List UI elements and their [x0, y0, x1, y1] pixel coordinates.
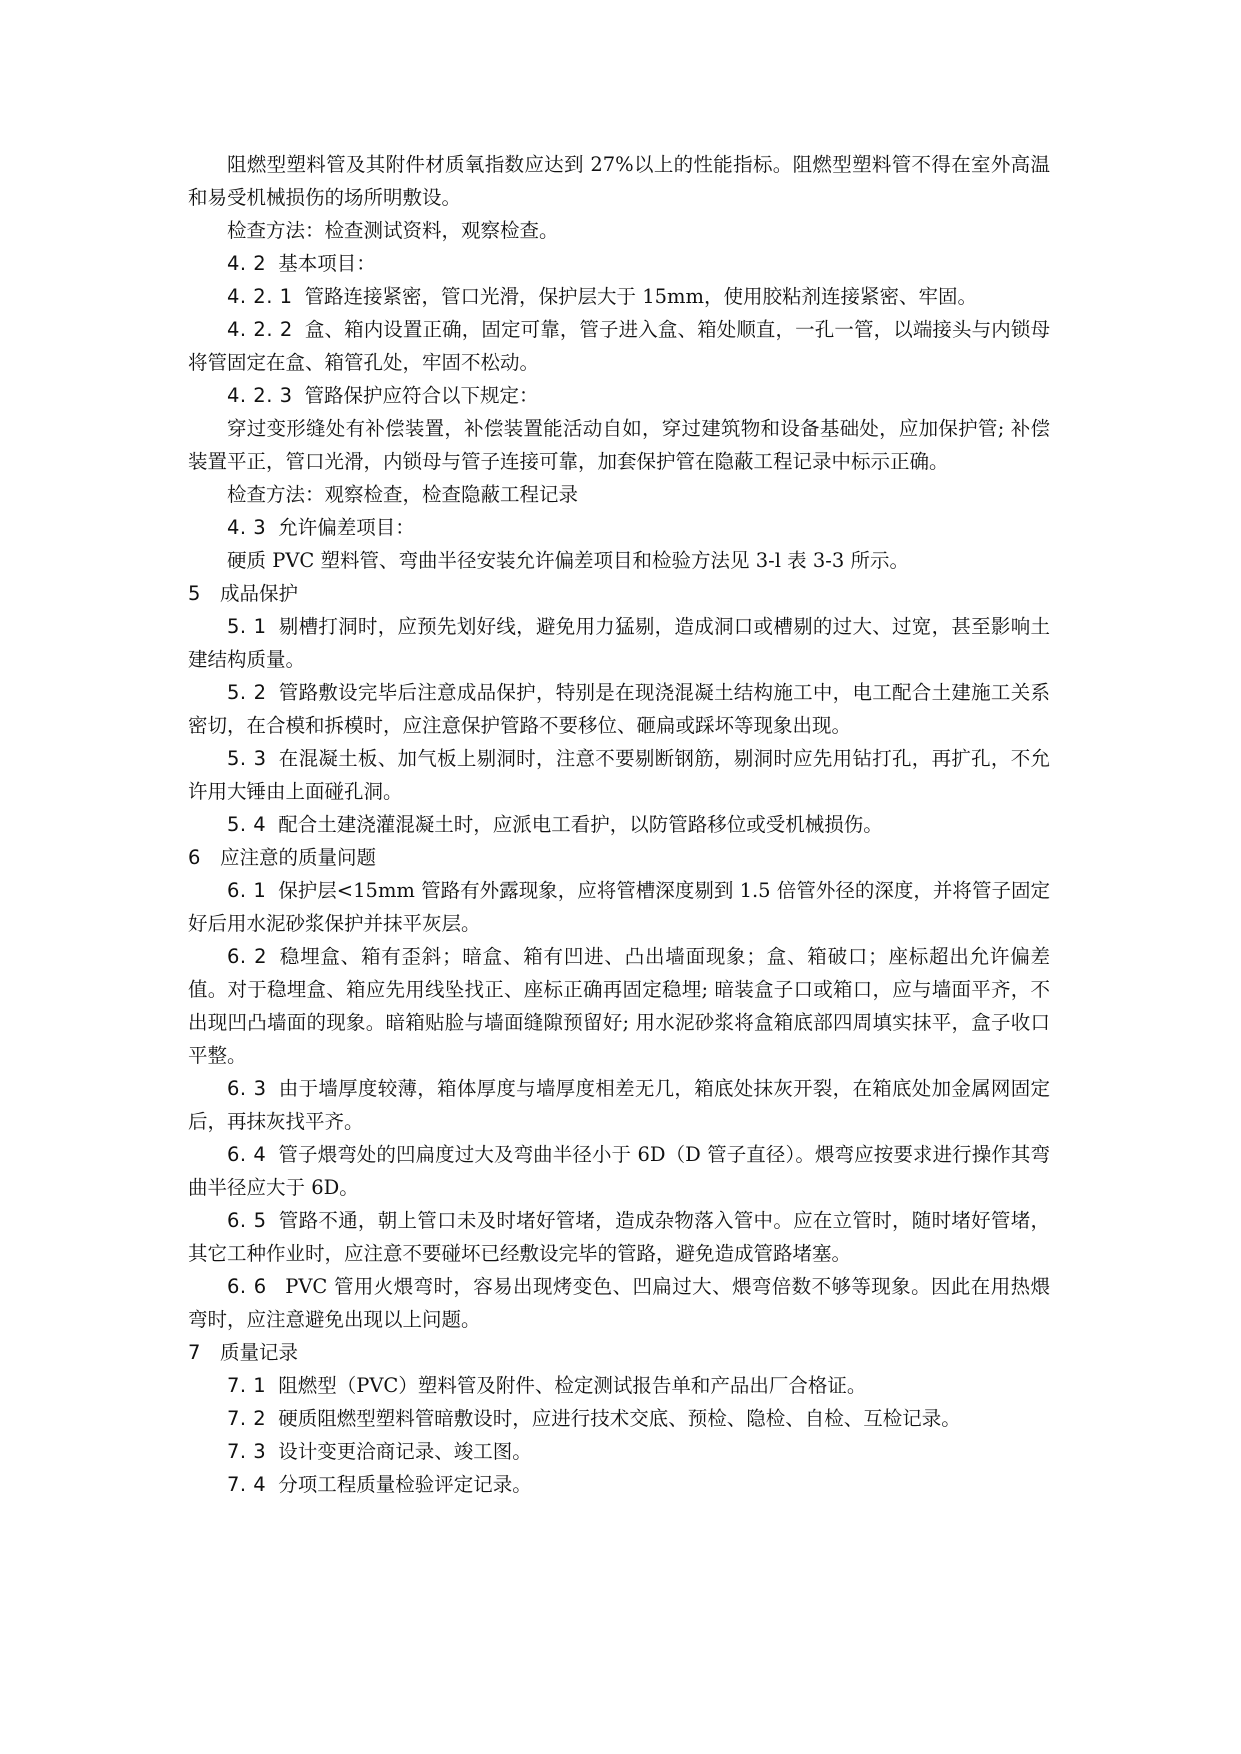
section-number: 7. 4: [227, 1473, 267, 1496]
section-number: 7. 1: [227, 1374, 267, 1397]
paragraph: 6. 5 管路不通，朝上管口未及时堵好管堵，造成杂物落入管中。应在立管时，随时堵好管堵，其它工种作业时，应注意不要碰坏已经敷设完毕的管路，避免造成管路堵塞。: [188, 1209, 1050, 1265]
paragraph: 7. 4 分项工程质量检验评定记录。: [227, 1473, 532, 1496]
section-number: 6. 1: [227, 879, 267, 902]
paragraph: 7. 1 阻燃型（PVC）塑料管及附件、检定测试报告单和产品出厂合格证。: [227, 1374, 867, 1397]
section-heading: 7 质量记录: [188, 1341, 299, 1364]
section-number: 5. 1: [227, 615, 267, 638]
section-number: 4. 2. 2: [227, 318, 293, 341]
section-number: 4. 2. 3: [227, 384, 293, 407]
section-number: 6. 4: [227, 1143, 267, 1166]
paragraph: 5. 2 管路敷设完毕后注意成品保护，特别是在现浇混凝土结构施工中，电工配合土建施工关系密切，在合模和拆模时，应注意保护管路不要移位、砸扁或踩坏等现象出现。: [188, 681, 1050, 737]
section-heading: 6 应注意的质量问题: [188, 846, 377, 869]
section-number: 6. 2: [227, 945, 267, 968]
paragraph: 6. 6 PVC 管用火煨弯时，容易出现烤变色、凹扁过大、煨弯倍数不够等现象。因此在用热煨弯时，应注意避免出现以上问题。: [188, 1275, 1050, 1331]
document-page: [188, 148, 1050, 1501]
section-number: 4. 3: [227, 516, 267, 539]
section-heading: 5 成品保护: [188, 582, 299, 605]
paragraph: 5. 3 在混凝土板、加气板上剔洞时，注意不要剔断钢筋，剔洞时应先用钻打孔，再扩孔，不允许用大锤由上面碰孔洞。: [188, 747, 1050, 803]
section-number: 6. 5: [227, 1209, 267, 1232]
section-number: 6. 6: [227, 1275, 267, 1298]
section-number: 5. 3: [227, 747, 267, 770]
paragraph: 检查方法：观察检查，检查隐蔽工程记录: [227, 483, 579, 506]
paragraph: 5. 1 剔槽打洞时，应预先划好线，避免用力猛剔，造成洞口或槽剔的过大、过宽，甚至影响土建结构质量。: [188, 615, 1050, 671]
paragraph: 6. 1 保护层<15mm 管路有外露现象，应将管槽深度剔到 1.5 倍管外径的深度，并将管子固定好后用水泥砂浆保护并抹平灰层。: [188, 879, 1050, 935]
section-number: 7. 3: [227, 1440, 267, 1463]
paragraph: 硬质 PVC 塑料管、弯曲半径安装允许偏差项目和检验方法见 3-l 表 3-3 所示。: [227, 549, 909, 572]
paragraph: 4. 2 基本项目：: [227, 252, 376, 275]
section-number: 7. 2: [227, 1407, 267, 1430]
paragraph: 4. 2. 1 管路连接紧密，管口光滑，保护层大于 15mm，使用胶粘剂连接紧密、牢固。: [227, 285, 978, 308]
section-number: 5. 2: [227, 681, 267, 704]
paragraph: 4. 2. 3 管路保护应符合以下规定：: [227, 384, 539, 407]
section-number: 5. 4: [227, 813, 267, 836]
paragraph: 6. 2 稳埋盒、箱有歪斜；暗盒、箱有凹进、凸出墙面现象；盒、箱破口；座标超出允许偏差值。对于稳埋盒、箱应先用线坠找正、座标正确再固定稳埋; 暗装盒子口或箱口，应与墙面平齐，不出现凹凸墙面的现象。暗箱贴脸与墙面缝隙预留好; 用水泥砂浆将盒箱底部四周填实抹平，盒子收口平整。: [188, 945, 1050, 1067]
paragraph: 穿过变形缝处有补偿装置，补偿装置能活动自如，穿过建筑物和设备基础处，应加保护管; 补偿装置平正，管口光滑，内锁母与管子连接可靠，加套保护管在隐蔽工程记录中标示正确。: [188, 417, 1050, 473]
paragraph: 阻燃型塑料管及其附件材质氧指数应达到 27%以上的性能指标。阻燃型塑料管不得在室外高温和易受机械损伤的场所明敷设。: [188, 153, 1050, 209]
paragraph: 7. 3 设计变更洽商记录、竣工图。: [227, 1440, 532, 1463]
paragraph: 5. 4 配合土建浇灌混凝土时，应派电工看护，以防管路移位或受机械损伤。: [227, 813, 883, 836]
section-number: 4. 2. 1: [227, 285, 293, 308]
paragraph: 检查方法：检查测试资料，观察检查。: [227, 219, 559, 242]
section-number: 6. 3: [227, 1077, 267, 1100]
paragraph: 6. 3 由于墙厚度较薄，箱体厚度与墙厚度相差无几，箱底处抹灰开裂，在箱底处加金属网固定后，再抹灰找平齐。: [188, 1077, 1050, 1133]
paragraph: 4. 3 允许偏差项目：: [227, 516, 415, 539]
paragraph: 6. 4 管子煨弯处的凹扁度过大及弯曲半径小于 6D（D 管子直径）。煨弯应按要求进行操作其弯曲半径应大于 6D。: [188, 1143, 1050, 1199]
paragraph: 4. 2. 2 盒、箱内设置正确，固定可靠，管子进入盒、箱处顺直，一孔一管，以端接头与内锁母将管固定在盒、箱管孔处，牢固不松动。: [188, 318, 1050, 374]
paragraph: 7. 2 硬质阻燃型塑料管暗敷设时，应进行技术交底、预检、隐检、自检、互检记录。: [227, 1407, 961, 1430]
section-number: 4. 2: [227, 252, 267, 275]
